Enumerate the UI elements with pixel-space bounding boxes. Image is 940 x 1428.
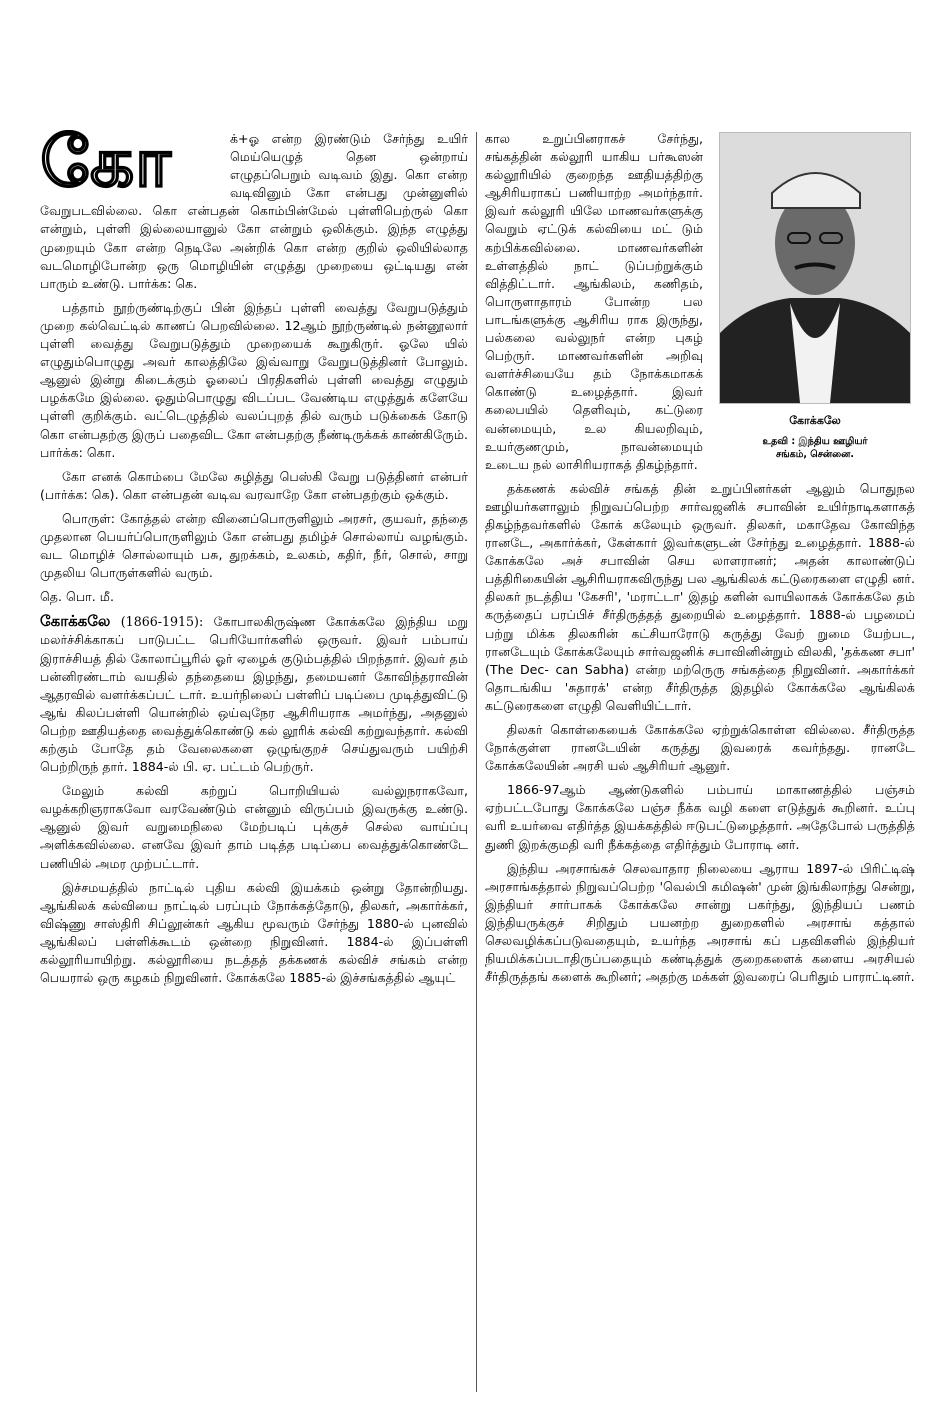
author-signature: தெ. பொ. மீ. <box>40 589 114 605</box>
figure-credit <box>715 435 915 461</box>
paragraph: கால உறுப்பினராகச் சேர்ந்து, சங்கத்தின் கல்லூரி யாகிய பர்கூஸன் கல்லூரியில் குறைந்த ஊதியத்திற்கு ஆசிரியராகப் பணியாற்ற அமர்ந்தார். இவர் கல்லூரி யிலே மாணவர்களுக்கு வெறும் ஏட்டுக் கல்வியை மட் டும் கற்பிக்கவில்லை. மாணவர்களின் உள்ளத்தில் நாட் டுப்பற்றுக்கும் வித்திட்டார். ஆங்கிலம், கணிதம், பொருளாதாரம் போன்ற பல பாடங்களுக்கு ஆசிரிய ராக இருந்து, பல்கலை வல்லுநர் என்ற புகழ் பெற்ருர். மாணவர்களின் அறிவு வளர்ச்சியையே தம் நோக்கமாகக் கொண்டு உழைத்தார். இவர் கலைபயில் தெளிவும், கட்டுரை வன்மையும், உல கியலறிவும், உயர்குணமும், நாவன்மையும் உடைய நல் லாசிரியராகத் திகழ்ந்தார். <box>485 131 703 472</box>
gokhale-portrait <box>719 132 911 404</box>
portrait-figure <box>715 132 915 461</box>
entry-dates: (1866-1915): <box>120 614 204 630</box>
right-column <box>485 130 915 992</box>
paragraph: தக்கணக் கல்விச் சங்கத் தின் உறுப்பினர்கள் ஆலும் பொதுநல ஊழியர்களாலும் நிறுவப்பெற்ற சார்வஜனிக் சபாவின் உயிர்நாடிகளாகத் திகழ்ந்தவர்களில் கோக் கலேயும் ஒருவர். திலகர், மகாதேவ கோவிந்த ரானடே, அகார்க்கர், கேள்கார் இவர்களுடன் சேர்ந்து உழைத்தார். 1888-ல் கோக்கலே அச் சபாவின் செய லாளரானர்; அதன் காலாண்டுப் பத்திரிகையின் ஆசிரியராகவிருந்து பல ஆங்கிலக் கட்டுரைகளை எழுதி னர். திலகர் நடத்திய 'கேசரி', 'மராட்டா' இதழ் களின் வாயிலாகக் கோக்கலே தம் கருத்தைப் பரப்பிச் சீர்திருத்தத் துறையில் உழைத்தார். 1888-ல் பழமைப் பற்று மிக்க திலகரின் கட்சியாரோடு கருத்து வேற் றுமை யேற்பட, ரானடேயும் கோக்கலேயும் சார்வஜனிக் சபாவினின்றும் விலகி, 'தக்கண சபா' (The Dec- can Sabha) என்ற மற்ருெரு சங்கத்தை நிறுவினர். அகார்க்கர் தொடங்கிய 'சுதாரக்' என்ற சீர்திருத்த இதழில் கோக்கலே ஆங்கிலக் கட்டுரைகளை எழுதி வெளியிட்டார். <box>485 480 915 713</box>
figure-caption: கோக்கலே <box>789 414 841 427</box>
paragraph: கோ எனக் கொம்பை மேலே சுழித்து பெஸ்கி வேறு படுத்தினர் என்பர் (பார்க்க: கெ). கொ என்பதன் வடிவ வரவாறே கோ என்பதற்கும் ஒக்கும். <box>40 468 468 502</box>
paragraph: மேலும் கல்வி கற்றுப் பொறியியல் வல்லுநராகவோ, வழக்கறிஞராகவோ வரவேண்டும் என்னும் விருப்பம் இவருக்கு உண்டு. ஆனுல் இவர் வறுமைநிலை மேற்படிப் புக்குச் செல்ல வாய்ப்பு அளிக்கவில்லை. எனவே இவர் தாம் படித்த படிப்பை வைத்துக்கொண்டே பணியில் அமர முற்பட்டார். <box>40 783 468 871</box>
paragraph: பொருள்: கோத்தல் என்ற வினைப்பொருளிலும் அரசர், குயவர், தந்தை முதலான பெயர்ப்பொருளிலும் கோ என்பது தமிழ்ச் சொல்லாய் வழங்கும். வட மொழிச் சொல்லாயும் பசு, துறக்கம், உலகம், கதிர், நீர், சொல், சாறு முதலிய பொருள்களில் வரும். <box>40 510 468 581</box>
paragraph: 1866-97ஆம் ஆண்டுகளில் பம்பாய் மாகாணத்தில் பஞ்சம் ஏற்பட்டபோது கோக்கலே பஞ்ச நீக்க வழி களை எடுத்துக் கூறினர். உப்பு வரி உயர்வை எதிர்த்த இயக்கத்தில் ஈடுபட்டுழைத்தார். அதேபோல் பருத்தித் துணி இறக்குமதி வரி நீக்கத்தை எதிர்த்தும் போராடி னர். <box>485 782 915 852</box>
dropcap-letter: கோ <box>40 130 170 203</box>
column-divider <box>476 132 477 1392</box>
credit-line: சங்கம், சென்னை. <box>776 449 854 460</box>
paragraph: திலகர் கொள்கையைக் கோக்கலே ஏற்றுக்கொள்ள வில்லை. சீர்திருத்த நோக்குள்ள ரானடேயின் கருத்து இவரைக் கவர்ந்தது. ரானடே கோக்கலேயின் அரசி யல் ஆசிரியர் ஆனுர். <box>485 722 915 774</box>
portrait-illustration <box>720 133 910 403</box>
gokhale-entry-start <box>40 612 468 776</box>
paragraph: பத்தாம் நூற்ருண்டிற்குப் பின் இந்தப் புள்ளி வைத்து வேறுபடுத்தும் முறை கல்வெட்டில் காணப் பெறவில்லை. 12ஆம் நூற்ருண்டில் நன்னூலார் புள்ளி வைத்து வேறுபடுத்தும் முறையைக் கூறுகிருர். ஓலே யில் எழுதும்பொழுது அவர் காலத்திலே இவ்வாறு வேறுபடுத்தினர் போலும். ஆனுல் இன்று கிடைக்கும் ஓலைப் பிரதிகளில் புள்ளி வைத்து எழுதும் பழக்கமே இல்லை. ஓதும்பொழுது விடப்பட வேண்டிய எழுத்துக் களேயே புள்ளி குறிக்கும். வட்டெழுத்தில் வலப்புறத் தில் வரும் படுக்கைக் கோடு கொ என்பதற்கு இருப் பதைவிட கோ என்பதற்கு நீண்டிருக்கக் காண்கிருேம். பார்க்க: கொ. <box>40 299 468 460</box>
ko-entry-intro <box>40 130 468 299</box>
left-column <box>40 130 468 993</box>
credit-line: உதவி : இந்திய ஊழியர் <box>762 436 868 447</box>
paragraph: இச்சமயத்தில் நாட்டில் புதிய கல்வி இயக்கம் ஒன்று தோன்றியது. ஆங்கிலக் கல்வியை நாட்டில் பரப்பும் நோக்கத்தோடு, திலகர், அகார்க்கர், விஷ்ணு சாஸ்திரி சிப்லூன்கர் ஆகிய மூவரும் சேர்ந்து 1880-ல் புனவில் ஆங்கிலப் பள்ளிக்கூடம் ஒன்றை நிறுவினர். 1884-ல் இப்பள்ளி கல்லூரியாயிற்று. கல்லூரியை நடத்தத் தக்கணக் கல்விச் சங்கம் என்ற பெயரால் ஒரு கழகம் நிறுவினர். கோக்கலே 1885-ல் இச்சங்கத்தில் ஆயுட் <box>40 879 468 986</box>
entry-text: கோபாலகிருஷ்ண கோக்கலே இந்திய மறு மலர்ச்சிக்காகப் பாடுபட்ட பெரியோர்களில் ஒருவர். இவர் பம்பாய் இராச்சியத் தில் கோலாப்பூரில் ஓர் ஏழைக் குடும்பத்தில் பிறந்தார். இவர் தம் பன்னிரண்டாம் வயதில் தந்தையை இழந்து, தமையனர் கோவிந்தராவின் ஆதரவில் வளர்க்கப்பட் டார். உயர்நிலைப் பள்ளிப் படிப்பை முடித்துவிட்டு ஆங் கிலப்பள்ளி யொன்றில் ஒய்வுநேர ஆசிரியராக அமர்ந்து, அதனுல் பெற்ற ஊதியத்தை வைத்துக்கொண்டு கல் லூரிக் கல்வி கற்றுவந்தார். கல்வி கற்கும் போதே தம் வேலைகளை ஒழுங்குறச் செய்துவரும் பயிற்சி பெற்றிருந் தார். 1884-ல் பி. ஏ. பட்டம் பெற்ருர். <box>40 614 468 775</box>
entry-headword: கோக்கலே <box>40 612 111 631</box>
intro-paragraph: க்+ஓ என்ற இரண்டும் சேர்ந்து உயிர் மெய்யெழுத் தென ஒன்றாய் எழுதப்பெறும் வடிவம் இது. கொ என்ற வடிவினும் கோ என்பது முன்னுளில் வேறுபடவில்லை. கொ என்பதன் கொம்பின்மேல் புள்ளிபெற்ருல் கொ என்றும், புள்ளி இல்லையானுல் கோ என்றும் ஒலிக்கும். இந்த எழுத்து முறையும் கோ என்ற நெடிலே அன்றிக் கொ என்ற குறில் ஒலியில்லாத வடமொழிபோன்ற ஒரு மொழியின் எழுத்து முறையை ஒட்டியது என் பாரும் உண்டு. பார்க்க: கெ. <box>40 131 468 291</box>
paragraph: இந்திய அரசாங்கச் செலவாதார நிலையை ஆராய 1897-ல் பிரிட்டிஷ் அரசாங்கத்தால் நிறுவப்பெற்ற 'வெல்பி கமிஷன்' முன் இங்கிலாந்து சென்று, இந்தியர் சார்பாகக் கோக்கலே சான்று பகர்ந்து, இந்தியப் பணம் இந்தியருக்குச் சிறிதும் பயனற்ற துறைகளில் அரசாங் கத்தால் செலவழிக்கப்படுவதையும், உயர்ந்த அரசாங் கப் பதவிகளில் இந்தியர் நியமிக்கப்படாதிருப்பதையும் கண்டித்துக் குறைகளைக் களைய அரசியல் சீர்திருத்தங் களைக் கூறினர்; அதற்கு மக்கள் இவரைப் பெரிதும் பாராட்டினர். <box>485 860 915 985</box>
